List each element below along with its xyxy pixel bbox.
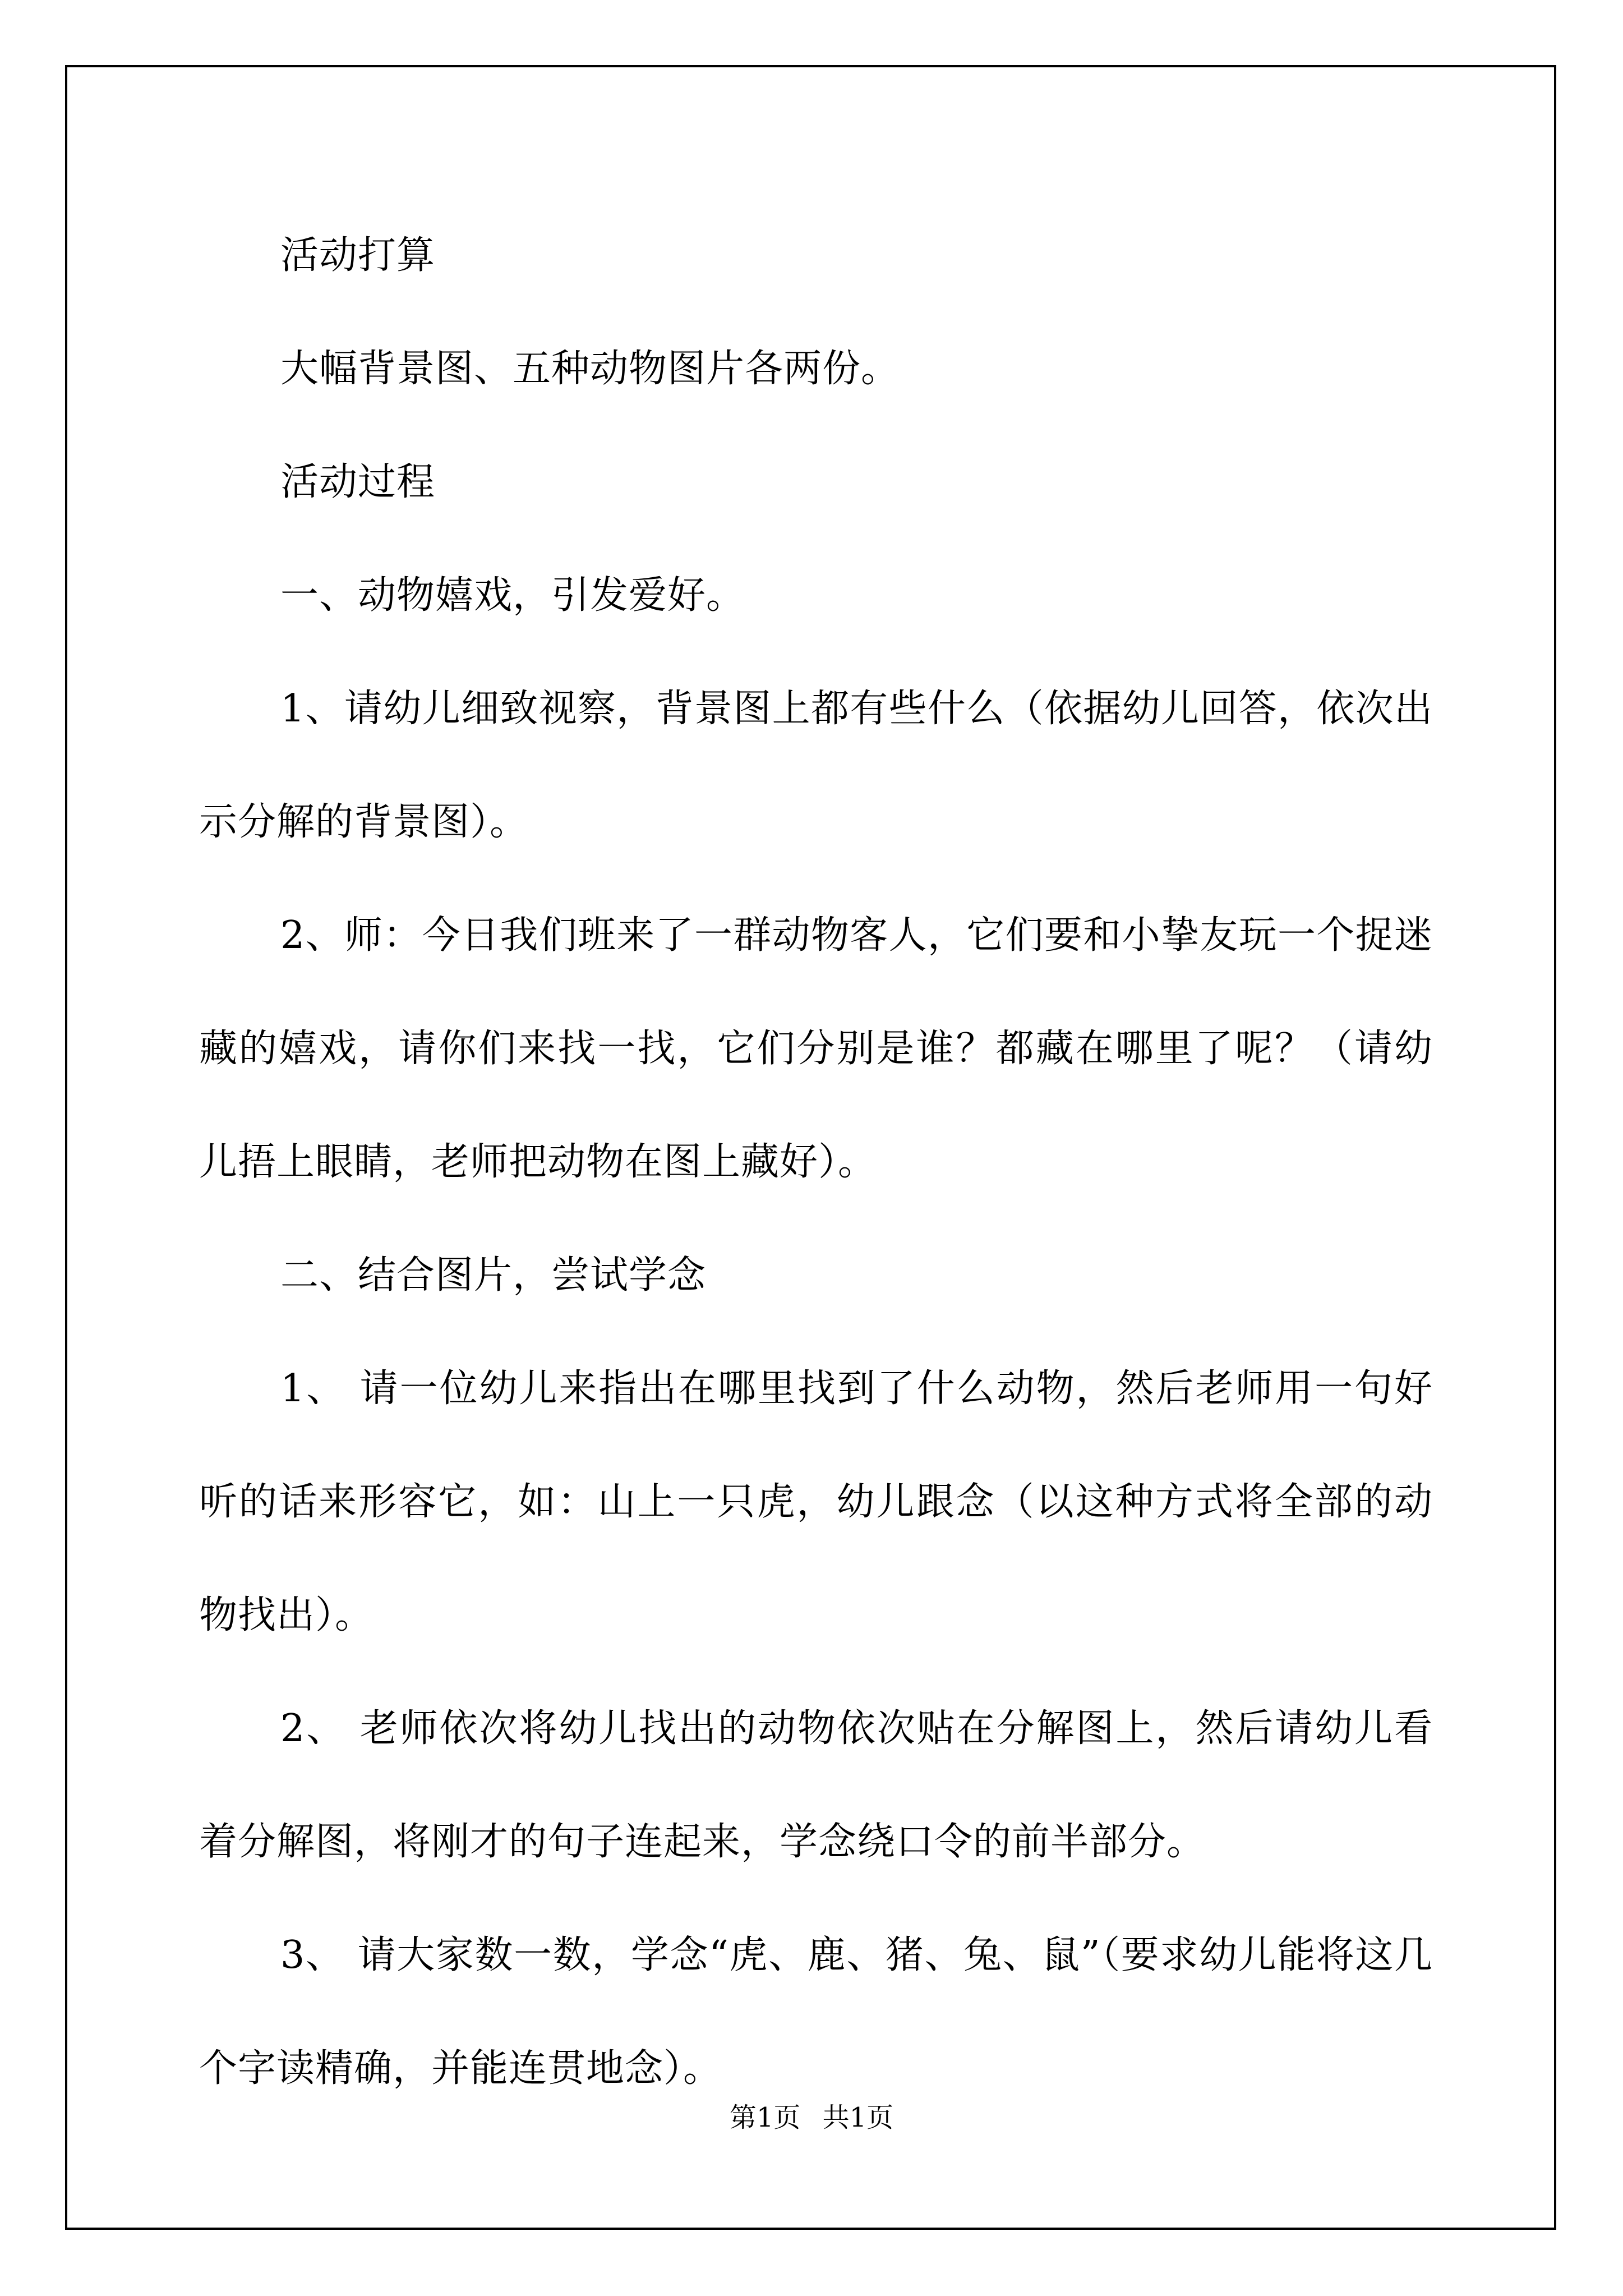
paragraph-step-1-1: 1、请幼儿细致视察，背景图上都有些什么（依据幼儿回答，依次出示分解的背景图）。	[199, 687, 1433, 844]
page-footer	[0, 2101, 1623, 2134]
section-heading-process: 活动过程	[280, 460, 436, 504]
page-number-current: 第1页	[729, 2102, 801, 2133]
page-number-total: 共1页	[822, 2102, 894, 2133]
paragraph-step-2-3: 3、 请大家数一数，学念“虎、鹿、猪、兔、鼠”（要求幼儿能将这几个字读精确，并能连贯地念）。	[199, 1933, 1433, 2091]
document-body	[199, 199, 1433, 2125]
paragraph-step-two-heading: 二、结合图片，尝试学念	[280, 1253, 707, 1297]
paragraph-step-2-2: 2、 老师依次将幼儿找出的动物依次贴在分解图上，然后请幼儿看着分解图，将刚才的句子连起来，学念绕口令的前半部分。	[199, 1706, 1433, 1864]
paragraph-step-1-2: 2、师：今日我们班来了一群动物客人，它们要和小挚友玩一个捉迷藏的嬉戏，请你们来找一找，它们分别是谁？都藏在哪里了呢？（请幼儿捂上眼睛，老师把动物在图上藏好）。	[199, 913, 1433, 1184]
paragraph-step-one-heading: 一、动物嬉戏，引发爱好。	[280, 573, 745, 618]
section-heading-materials: 活动打算	[280, 233, 436, 278]
paragraph-materials: 大幅背景图、五种动物图片各两份。	[280, 347, 900, 391]
paragraph-step-2-1: 1、 请一位幼儿来指出在哪里找到了什么动物，然后老师用一句好听的话来形容它，如：山上一只虎，幼儿跟念（以这种方式将全部的动物找出）。	[199, 1366, 1433, 1637]
